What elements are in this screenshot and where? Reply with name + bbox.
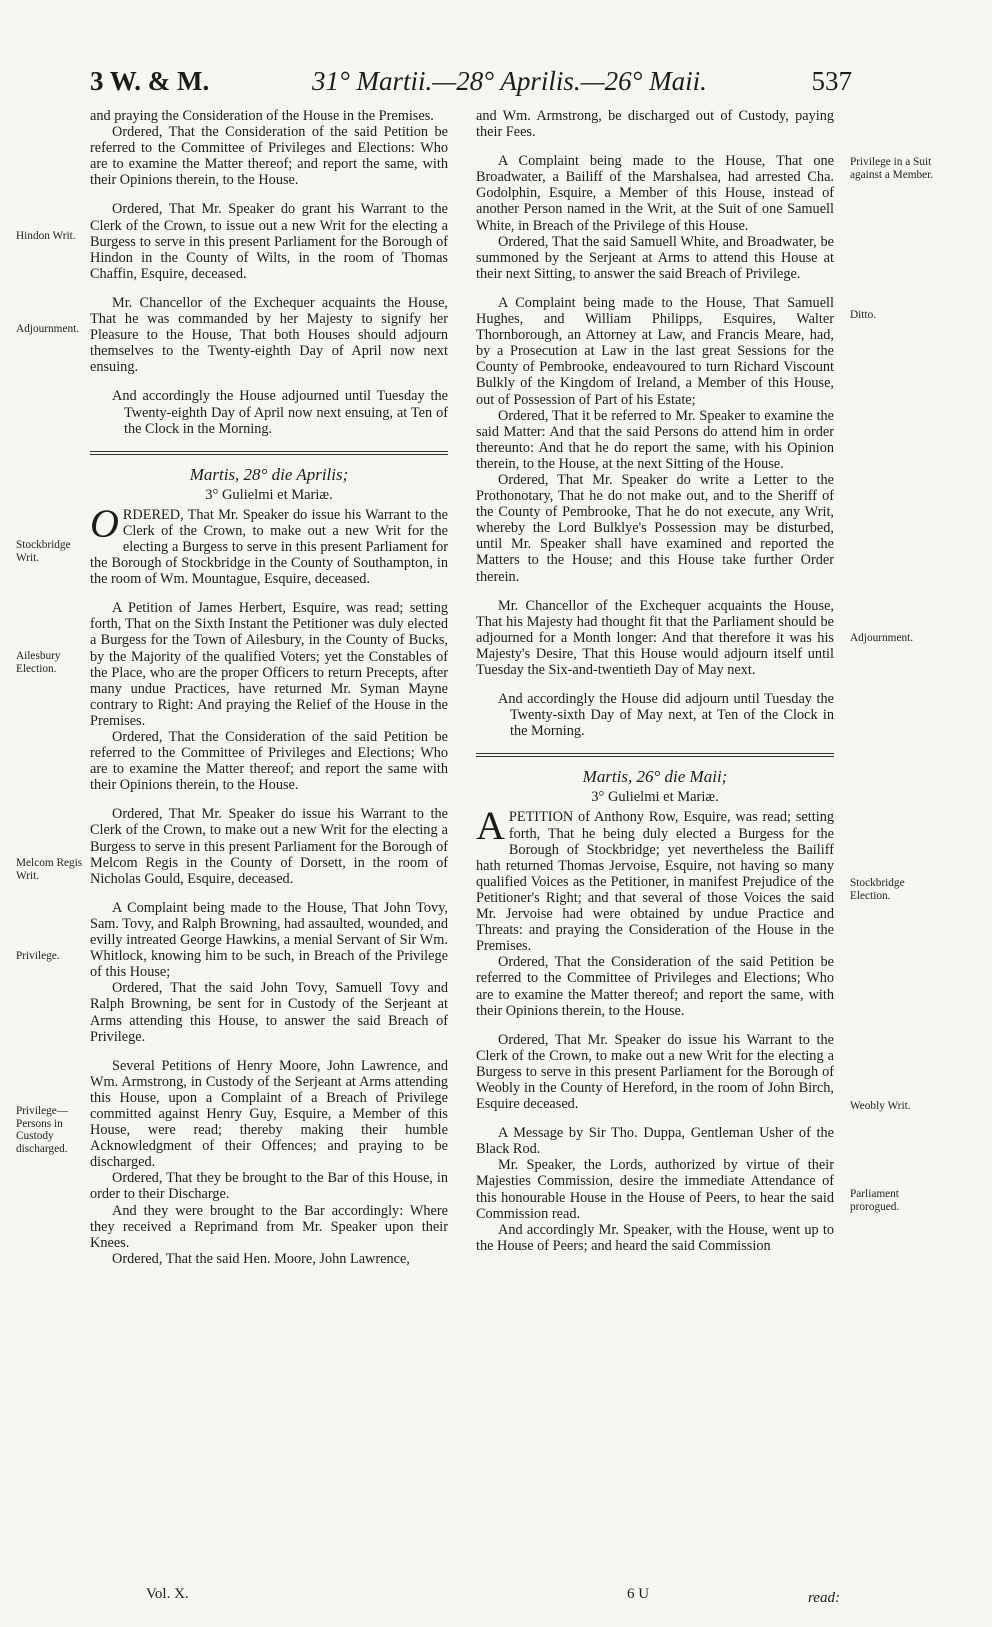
paragraph: Ordered, That the Consideration of the said Petition be referred to the Committee of Privileges and Elections; Who are to examine the Matter thereof; and report the same, with their Opinions therein, to the House. [476, 954, 834, 1019]
paragraph: And they were brought to the Bar accordingly: Where they received a Reprimand from Mr. Speaker upon their Knees. [90, 1202, 448, 1251]
paragraph: and praying the Consideration of the House in the Premises. [90, 108, 434, 124]
paragraph: And accordingly Mr. Speaker, with the House, went up to the House of Peers; and heard the said Commission [476, 1221, 834, 1254]
paragraph: Ordered, That the Consideration of the said Petition be referred to the Committee of Privileges and Elections; Who are to examine the Matter thereof; and report the same with their Opinions therein, to the House. [90, 729, 448, 794]
catchword: read: [808, 1590, 840, 1606]
date-heading: Martis, 26° die Maii; [582, 767, 728, 787]
margin-note: Ailesbury Election. [16, 650, 61, 675]
paragraph: Mr. Speaker, the Lords, authorized by virtue of their Majesties Commission, desire the immediate Attendance of this honourable House in the House of Peers, to hear the said Commission read. [476, 1157, 834, 1222]
margin-note: Privilege—Persons in Custody discharged. [16, 1105, 69, 1155]
paragraph: Ordered, That Mr. Speaker do issue his Warrant to the Clerk of the Crown, to make out a new Writ for the electing a Burgess to serve in this present Parliament for the Borough of Weobly in the County of Hereford, in the room of John Birch, Esquire deceased. [476, 1031, 834, 1113]
regnal-year: 3 W. & M. [90, 66, 210, 96]
margin-note: Hindon Writ. [16, 230, 76, 242]
paragraph: Ordered, That Mr. Speaker do write a Letter to the Prothonotary, That he do not make out, and to the Sheriff of the County of Pembrooke, That he do not execute, any Writ, whereby the Lord Bulklye's Possession may be disturbed, until Mr. Speaker shall have examined and reported the Matters to the House; and this House take further Order therein. [476, 471, 834, 585]
margin-note: Adjournment. [850, 632, 914, 644]
signature-mark: 6 U [627, 1586, 650, 1602]
date-range: 31° Martii.—28° Aprilis.—26° Maii. [312, 66, 707, 96]
paragraph: A Complaint being made to the House, That John Tovy, Sam. Tovy, and Ralph Browning, had assaulted, wounded, and evilly intreated George Hawkins, a menial Servant of Sir Wm. Whitlock, knowing him to be such, in Breach of the Privilege of this House; [90, 899, 448, 981]
paragraph: Ordered, That they be brought to the Bar of this House, in order to their Discharge. [90, 1170, 448, 1203]
paragraph: Ordered, That Mr. Speaker do grant his Warrant to the Clerk of the Crown, to issue out a new Writ for the electing a Burgess to serve in this present Parliament for the Borough of Hindon in the County of Wilts, in the room of Thomas Chaffin, Esquire, deceased. [90, 201, 448, 282]
paragraph: A PETITION of Anthony Row, Esquire, was read; setting forth, That he being duly elected a Burgess for the Borough of Stockbridge; yet nevertheless the Bailiff hath returned Thomas Jervoise, Esquire, not having so many qualified Voices as the Petitioner, in manifest Prejudice of the Petitioner's Right; and that several of those Voices the said Mr. Jervoise had were obtained by undue Practice and Threats: and praying the Consideration of the House in the Premises. [476, 803, 834, 955]
page-header [90, 66, 852, 100]
margin-note: Privilege in a Suit against a Member. [850, 156, 934, 181]
left-column [90, 108, 448, 1267]
paragraph: Ordered, That the said John Tovy, Samuell Tovy and Ralph Browning, be sent for in Custody of the Serjeant at Arms attending this House, to answer the said Breach of Privilege. [90, 980, 448, 1045]
paragraph: And accordingly the House did adjourn until Tuesday the Twenty-sixth Day of May next, at Ten of the Clock in the Morning. [498, 691, 834, 740]
section-rule [90, 451, 448, 455]
margin-note: Parliament prorogued. [850, 1188, 900, 1213]
regnal-heading: 3° Gulielmi et Mariæ. [591, 789, 719, 806]
volume-label: Vol. X. [146, 1586, 189, 1602]
margin-note: Ditto. [850, 309, 877, 321]
paragraph: Ordered, That it be referred to Mr. Speaker to examine the said Matter: And that the said Persons do attend him in order thereunto: And that he do report the same, with his Opinion therein, to the House, at the next Sitting of the House. [476, 407, 834, 472]
margin-note: Melcom Regis Writ. [16, 857, 83, 882]
regnal-heading: 3° Gulielmi et Mariæ. [205, 486, 333, 503]
margin-note: Privilege. [16, 950, 60, 962]
drop-cap: O [90, 500, 119, 546]
paragraph: A Message by Sir Tho. Duppa, Gentleman Usher of the Black Rod. [476, 1125, 834, 1158]
paragraph: Several Petitions of Henry Moore, John Lawrence, and Wm. Armstrong, in Custody of the Serjeant at Arms attending this House, upon a Complaint of a Breach of Privilege committed against Henry Guy, Esquire, a Member of this House, were read; thereby making their humble Acknowledgment of their Offences; and praying to be discharged. [90, 1057, 448, 1171]
paragraph: Mr. Chancellor of the Exchequer acquaints the House, That he was commanded by her Majesty to signify her Pleasure to the House, That both Houses should adjourn themselves to the Twenty-eighth Day of April now next ensuing. [90, 294, 448, 376]
paragraph: and Wm. Armstrong, be discharged out of Custody, paying their Fees. [476, 108, 834, 141]
section-rule [476, 753, 834, 757]
margin-note: Weobly Writ. [850, 1100, 911, 1112]
page-number: 537 [811, 66, 852, 96]
drop-cap: A [476, 803, 505, 849]
date-heading: Martis, 28° die Aprilis; [189, 464, 349, 484]
paragraph: Mr. Chancellor of the Exchequer acquaints the House, That his Majesty had thought fit that the Parliament should be adjourned for a Month longer: And that therefore it was his Majesty's Desire, That this House would adjourn itself until Tuesday the Six-and-twentieth Day of May next. [476, 597, 834, 678]
paragraph: A Petition of James Herbert, Esquire, was read; setting forth, That on the Sixth Instant the Petitioner was duly elected a Burgess for the Town of Ailesbury, in the County of Bucks, by the Majority of the qualified Voters; yet the Constables of the Place, who are the proper Officers to return Precepts, after many undue Practices, have returned Mr. Syman Mayne contrary to Right: And praying the Relief of the House in the Premises. [90, 600, 448, 729]
paragraph: And accordingly the House adjourned until Tuesday the Twenty-eighth Day of April now next ensuing, at Ten of the Clock in the Morning. [112, 388, 448, 437]
right-column [476, 108, 834, 1254]
paragraph: Ordered, That the said Hen. Moore, John Lawrence, [112, 1250, 410, 1267]
paragraph: Ordered, That the said Samuell White, and Broadwater, be summoned by the Serjeant at Arms to attend this House at their next Sitting, to answer the said Breach of Privilege. [476, 233, 834, 282]
margin-note: Stockbridge Election. [850, 877, 905, 902]
paragraph: A Complaint being made to the House, That one Broadwater, a Bailiff of the Marshalsea, had arrested Cha. Godolphin, Esquire, a Member of this House, instead of another Person named in the Writ, at the Suit of one Samuell White, in Breach of the Privilege of this House. [476, 153, 834, 234]
paragraph: Ordered, That the Consideration of the said Petition be referred to the Committee of Privileges and Elections: Who are to examine the Matter thereof; and report the same, with their Opinions therein, to the House. [90, 124, 448, 189]
paragraph: A Complaint being made to the House, That Samuell Hughes, and William Philipps, Esquires, Walter Thornborough, an Attorney at Law, and Francis Meare, had, by a Prosecution at Law in the last great Sessions for the County of Pembrooke, endeavoured to turn Richard Viscount Bulkly of the Kingdom of Ireland, a Member of this House, out of Possession of Part of his Estate; [476, 294, 834, 408]
margin-note: Adjournment. [16, 323, 80, 335]
paragraph: Ordered, That Mr. Speaker do issue his Warrant to the Clerk of the Crown, to make out a new Writ for the electing a Burgess to serve in this present Parliament for the Borough of Melcom Regis in the County of Dorsett, in the room of Nicholas Gould, Esquire, deceased. [90, 806, 448, 887]
paragraph: ORDERED, That Mr. Speaker do issue his Warrant to the Clerk of the Crown, to make out a new Writ for the electing a Burgess to serve in this present Parliament for the Borough of Stockbridge in the County of Southampton, in the room of Wm. Mountague, Esquire, deceased. [90, 500, 448, 588]
margin-note: Stockbridge Writ. [16, 539, 71, 564]
